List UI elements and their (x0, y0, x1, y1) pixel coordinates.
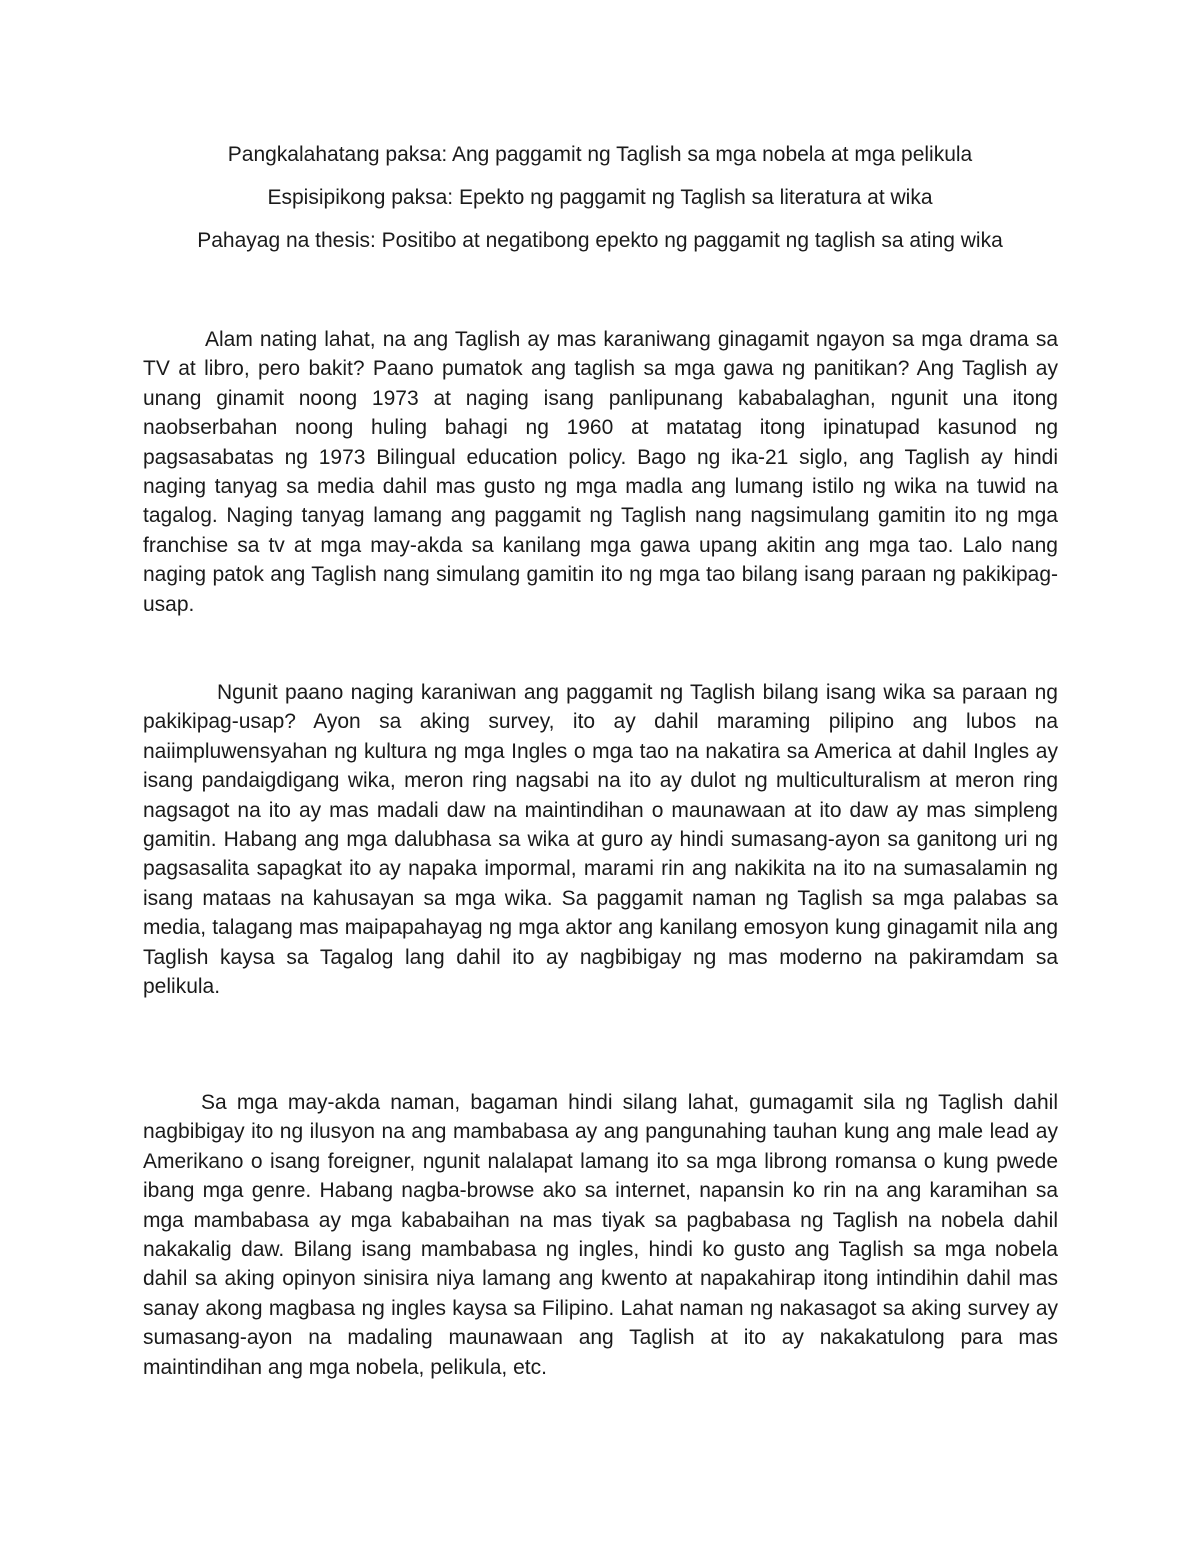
specific-topic-line: Espisipikong paksa: Epekto ng paggamit ng Taglish sa literatura at wika (267, 186, 933, 209)
topic-headings (100, 140, 1100, 269)
thesis-statement-line: Pahayag na thesis: Positibo at negatibong epekto ng paggamit ng taglish sa ating wika (197, 229, 1003, 252)
general-topic-line: Pangkalahatang paksa: Ang paggamit ng Taglish sa mga nobela at mga pelikula (227, 143, 973, 166)
body-paragraph-2: Ngunit paano naging karaniwan ang paggamit ng Taglish bilang isang wika sa paraan ng pakikipag-usap? Ayon sa aking survey, ito ay dahil maraming pilipino ang lubos na naiimpluwensyahan ng kultura ng mga Ingles o mga tao na nakatira sa America at dahil Ingles ay isang pandaigdigang wika, meron ring nagsabi na ito ay dulot ng multiculturalism at meron ring nagsagot na ito ay mas madali daw na maintindihan o maunawaan at ito daw ay mas simpleng gamitin. Habang ang mga dalubhasa sa wika at guro ay hindi sumasang-ayon sa ganitong uri ng pagsasalita sapagkat ito ay napaka impormal, marami rin ang nakikita na ito na sumasalamin ng isang mataas na kahusayan sa mga wika. Sa paggamit naman ng Taglish sa mga palabas sa media, talagang mas maipapahayag ng mga aktor ang kanilang emosyon kung ginagamit nila ang Taglish kaysa sa Tagalog lang dahil ito ay nagbibigay ng mas moderno na pakiramdam sa pelikula. (143, 681, 1058, 999)
body-paragraph-1: Alam nating lahat, na ang Taglish ay mas karaniwang ginagamit ngayon sa mga drama sa TV at libro, pero bakit? Paano pumatok ang taglish sa mga gawa ng panitikan? Ang Taglish ay unang ginamit noong 1973 at naging isang panlipunang kababalaghan, ngunit una itong naobserbahan noong huling bahagi ng 1960 at matatag itong ipinatupad kasunod ng pagsasabatas ng 1973 Bilingual education policy. Bago ng ika-21 siglo, ang Taglish ay hindi naging tanyag sa media dahil mas gusto ng mga madla ang lumang istilo ng wika na tuwid na tagalog. Naging tanyag lamang ang paggamit ng Taglish nang nagsimulang gamitin ito ng mga franchise sa tv at mga may-akda sa kanilang mga gawa upang akitin ang mga tao. Lalo nang naging patok ang Taglish nang simulang gamitin ito ng mga tao bilang isang paraan ng pakikipag-usap. (143, 328, 1058, 616)
body-paragraph-3: Sa mga may-akda naman, bagaman hindi silang lahat, gumagamit sila ng Taglish dahil nagbibigay ito ng ilusyon na ang mambabasa ay ang pangunahing tauhan kung ang male lead ay Amerikano o isang foreigner, ngunit nalalapat lamang ito sa mga librong romansa o kung pwede ibang mga genre. Habang nagba-browse ako sa internet, napansin ko rin na ang karamihan sa mga mambabasa ay mga kababaihan na mas tiyak sa pagbabasa ng Taglish na nobela dahil nakakalig daw. Bilang isang mambabasa ng ingles, hindi ko gusto ang Taglish sa mga nobela dahil sa aking opinyon sinisira niya lamang ang kwento at napakahirap itong intindihin dahil mas sanay akong magbasa ng ingles kaysa sa Filipino. Lahat naman ng nakasagot sa aking survey ay sumasang-ayon na madaling maunawaan ang Taglish at ito ay nakakatulong para mas maintindihan ang mga nobela, pelikula, etc. (143, 1091, 1058, 1379)
